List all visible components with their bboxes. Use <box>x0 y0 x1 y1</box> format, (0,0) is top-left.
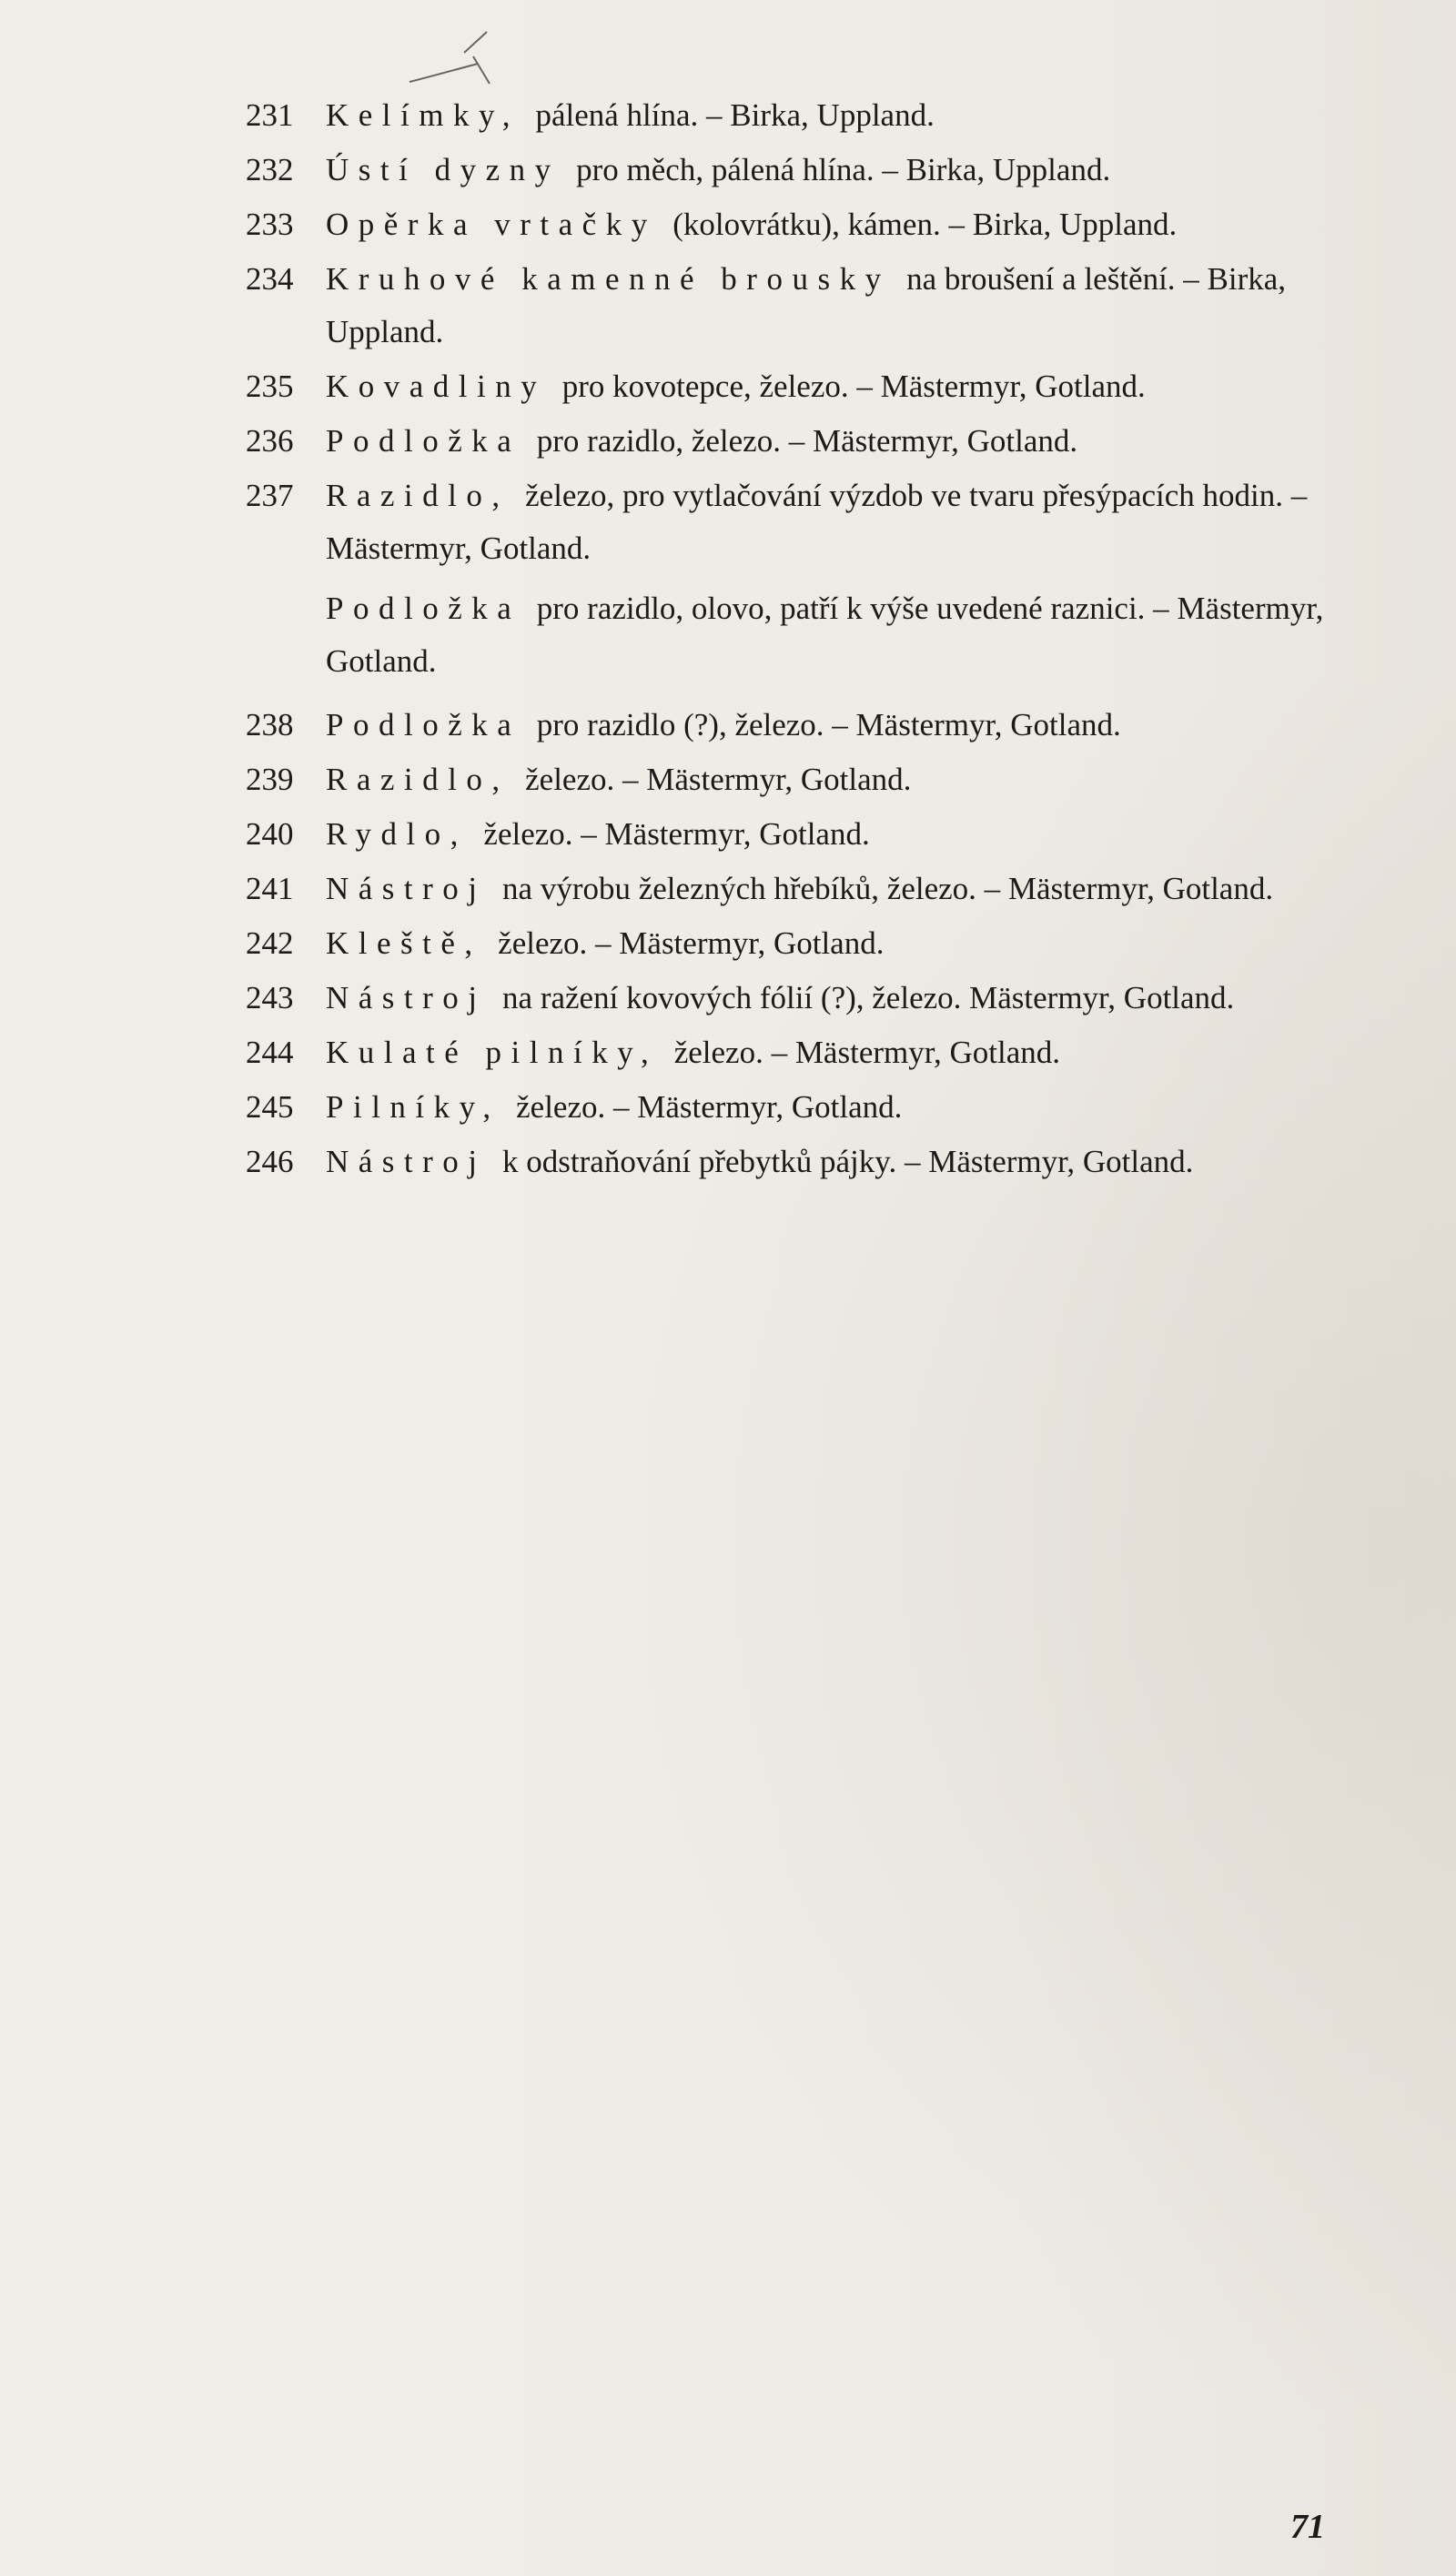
entry-number: 242 <box>246 925 294 961</box>
entry-term: Razidlo, <box>326 478 510 513</box>
entry-term: Nástroj <box>326 871 487 906</box>
entry-description: železo. – Mästermyr, Gotland. <box>525 762 912 797</box>
catalog-entry-236 <box>246 415 1329 468</box>
catalog-entry-237 <box>246 470 1329 575</box>
entry-description: železo. – Mästermyr, Gotland. <box>498 925 885 961</box>
entry-description: na ražení kovových fólií (?), železo. Mästermyr, Gotland. <box>502 980 1235 1015</box>
catalog-entry-243 <box>246 972 1329 1025</box>
entry-term: Kovadliny <box>326 369 547 404</box>
entry-description: pro razidlo, železo. – Mästermyr, Gotland. <box>536 423 1078 459</box>
catalog-list <box>246 89 1329 1190</box>
catalog-entry-246 <box>246 1136 1329 1188</box>
entry-number: 239 <box>246 762 294 797</box>
entry-term: Kruhové kamenné brousky <box>326 261 891 297</box>
catalog-entry-234 <box>246 253 1329 359</box>
entry-description: pro razidlo (?), železo. – Mästermyr, Gotland. <box>536 707 1121 742</box>
entry-number: 241 <box>246 871 294 906</box>
page-number: 71 <box>1290 2508 1325 2546</box>
catalog-entry-239 <box>246 753 1329 806</box>
entry-number: 244 <box>246 1035 294 1070</box>
entry-term: Nástroj <box>326 980 487 1015</box>
entry-term: Podložka <box>326 591 521 626</box>
entry-number: 238 <box>246 707 294 742</box>
entry-number: 237 <box>246 478 294 513</box>
entry-description: pálená hlína. – Birka, Uppland. <box>535 97 935 133</box>
entry-term: Razidlo, <box>326 762 510 797</box>
entry-number: 235 <box>246 369 294 404</box>
entry-number: 231 <box>246 97 294 133</box>
catalog-entry-232 <box>246 144 1329 197</box>
entry-number: 243 <box>246 980 294 1015</box>
entry-term: Pilníky, <box>326 1089 500 1125</box>
catalog-sub-entry-237 <box>246 582 1329 688</box>
catalog-entry-245 <box>246 1081 1329 1134</box>
entry-description: (kolovrátku), kámen. – Birka, Uppland. <box>672 207 1178 242</box>
entry-term: Nástroj <box>326 1144 487 1179</box>
catalog-entry-241 <box>246 863 1329 915</box>
entry-term: Opěrka vrtačky <box>326 207 657 242</box>
entry-description: železo. – Mästermyr, Gotland. <box>516 1089 903 1125</box>
entry-number: 240 <box>246 816 294 852</box>
catalog-entry-238 <box>246 699 1329 752</box>
catalog-entry-242 <box>246 917 1329 970</box>
entry-description: pro měch, pálená hlína. – Birka, Uppland. <box>576 152 1111 187</box>
entry-description: na broušení a leštění. – Birka, Uppland. <box>326 261 1287 349</box>
entry-term: Kelímky, <box>326 97 520 133</box>
entry-term: Kulaté pilníky, <box>326 1035 659 1070</box>
catalog-entry-231 <box>246 89 1329 142</box>
entry-description: železo, pro vytlačování výzdob ve tvaru přesýpacích hodin. – Mästermyr, Gotland. <box>326 478 1308 566</box>
entry-number: 245 <box>246 1089 294 1125</box>
entry-term: Podložka <box>326 423 521 459</box>
catalog-entry-240 <box>246 808 1329 861</box>
entry-description: na výrobu železných hřebíků, železo. – Mästermyr, Gotland. <box>502 871 1274 906</box>
catalog-entry-233 <box>246 198 1329 251</box>
entry-number: 236 <box>246 423 294 459</box>
entry-term: Kleště, <box>326 925 482 961</box>
catalog-entry-244 <box>246 1026 1329 1079</box>
entry-description: k odstraňování přebytků pájky. – Mästermyr, Gotland. <box>502 1144 1194 1179</box>
entry-number: 234 <box>246 261 294 297</box>
catalog-entry-235 <box>246 360 1329 413</box>
entry-description: pro razidlo, olovo, patří k výše uvedené raznici. – Mästermyr, Gotland. <box>326 591 1324 679</box>
entry-term: Rydlo, <box>326 816 468 852</box>
entry-description: železo. – Mästermyr, Gotland. <box>483 816 870 852</box>
entry-term: Podložka <box>326 707 521 742</box>
entry-description: pro kovotepce, železo. – Mästermyr, Gotland. <box>561 369 1146 404</box>
entry-description: železo. – Mästermyr, Gotland. <box>673 1035 1060 1070</box>
entry-number: 233 <box>246 207 294 242</box>
entry-number: 246 <box>246 1144 294 1179</box>
entry-number: 232 <box>246 152 294 187</box>
entry-term: Ústí dyzny <box>326 152 561 187</box>
